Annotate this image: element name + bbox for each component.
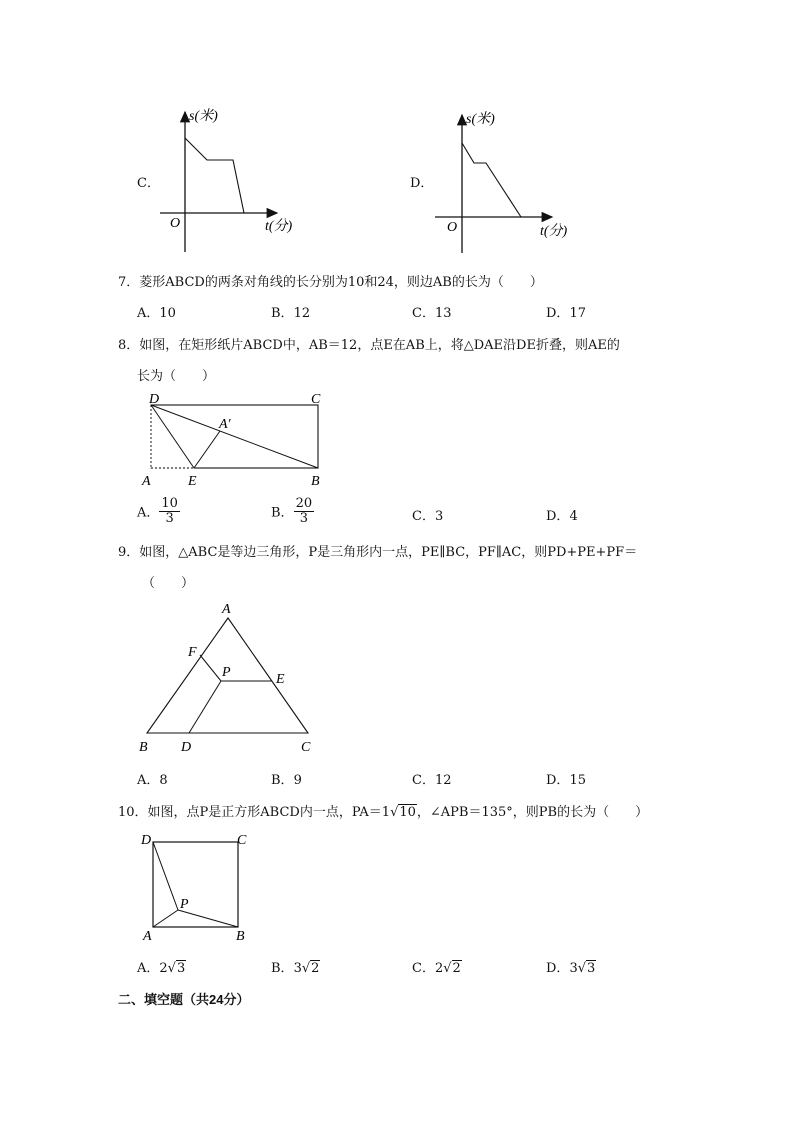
q10-option-b[interactable]: B．3√2 [271, 961, 320, 976]
q8-stem-line2: 长为（ ） [137, 369, 216, 384]
x-axis-label: t(分) [540, 224, 568, 239]
q9-option-b[interactable]: B．9 [271, 773, 302, 788]
sqrt-sign: √ [390, 805, 399, 820]
label-p: P [222, 665, 231, 680]
q7-text: 菱形ABCD的两条对角线的长分别为10和24，则边AB的长为（ ） [139, 275, 543, 290]
label-b: B [236, 929, 245, 944]
diagonal-db [151, 405, 318, 468]
q8-option-b[interactable]: B． $\frac{20}{3}$ [271, 496, 313, 526]
segment-de [151, 405, 194, 468]
q8-figure [135, 388, 335, 490]
q8-stem-line1 [118, 334, 620, 353]
q9-stem-line2: （ ） [142, 576, 195, 591]
q9-number: 9． [118, 545, 140, 560]
q8-option-d[interactable]: D．4 [546, 509, 578, 524]
q7-option-b[interactable]: B．12 [271, 306, 311, 321]
q10-text-b: ，∠APB＝135°，则PB的长为（ ） [416, 805, 649, 820]
q8-text-line1: 如图，在矩形纸片ABCD中，AB＝12，点E在AB上，将△DAE沿DE折叠，则AE的 [139, 338, 620, 353]
segment-pd [189, 681, 221, 733]
graph-line [462, 143, 521, 217]
q6-option-c-label: C． [137, 176, 160, 191]
q7-option-a[interactable]: A．10 [137, 306, 176, 321]
label-p: P [180, 897, 189, 912]
label-d: D [149, 392, 160, 407]
q9-option-c[interactable]: C．12 [412, 773, 452, 788]
q9-text-line1: 如图，△ABC是等边三角形，P是三角形内一点，PE∥BC，PF∥AC，则PD+PE+PF＝ [139, 545, 638, 560]
q10-option-a[interactable]: A．2√3 [137, 961, 186, 976]
q9-option-a[interactable]: A．8 [137, 773, 168, 788]
segment-ea-prime [194, 431, 220, 468]
segment-pf [200, 655, 221, 681]
label-c: C [311, 392, 321, 407]
label-a: A [142, 474, 151, 489]
q7-option-c[interactable]: C．13 [412, 306, 452, 321]
q7-stem [118, 271, 543, 290]
y-axis-label: s(米) [466, 112, 495, 127]
q9-figure [135, 598, 335, 758]
origin-label: O [447, 220, 458, 235]
x-axis-label: t(分) [265, 219, 293, 234]
segment-pd [153, 842, 178, 910]
q10-stem [118, 801, 648, 820]
q10-text-a: 如图，点P是正方形ABCD内一点，PA＝1 [147, 805, 391, 820]
label-b: B [139, 740, 148, 755]
q10-sqrt-radicand: 10 [399, 805, 416, 820]
q10-figure [138, 826, 258, 946]
label-e: E [276, 672, 285, 687]
label-a-prime: A′ [219, 417, 231, 432]
q8-option-a[interactable]: A． $\frac{10}{3}$ [137, 496, 178, 526]
q7-number: 7． [118, 275, 140, 290]
q10-option-c[interactable]: C．2√2 [412, 961, 461, 976]
label-a: A [143, 929, 152, 944]
segment-pb [178, 910, 238, 927]
q6-graph-c [155, 100, 305, 260]
label-d: D [181, 740, 192, 755]
y-axis-label: s(米) [189, 109, 218, 124]
q6-option-d-label: D． [410, 176, 434, 191]
label-d: D [141, 833, 152, 848]
graph-line [185, 138, 244, 213]
q9-option-d[interactable]: D．15 [546, 773, 586, 788]
label-a: A [222, 602, 231, 617]
segment-pa [153, 910, 178, 927]
q6-graph-d [430, 105, 580, 265]
q7-option-d[interactable]: D．17 [546, 306, 586, 321]
origin-label: O [170, 216, 181, 231]
q10-option-d[interactable]: D．3√3 [546, 961, 596, 976]
q9-stem-line1 [118, 541, 637, 560]
label-b: B [311, 474, 320, 489]
section-title: 二、填空题（共24分） [118, 992, 250, 1007]
q10-number: 10． [118, 805, 148, 820]
label-c: C [301, 740, 311, 755]
label-f: F [188, 645, 197, 660]
q8-number: 8． [118, 338, 140, 353]
label-e: E [188, 474, 197, 489]
square-abcd [153, 842, 238, 927]
label-c: C [237, 833, 247, 848]
q8-option-c[interactable]: C．3 [412, 509, 444, 524]
